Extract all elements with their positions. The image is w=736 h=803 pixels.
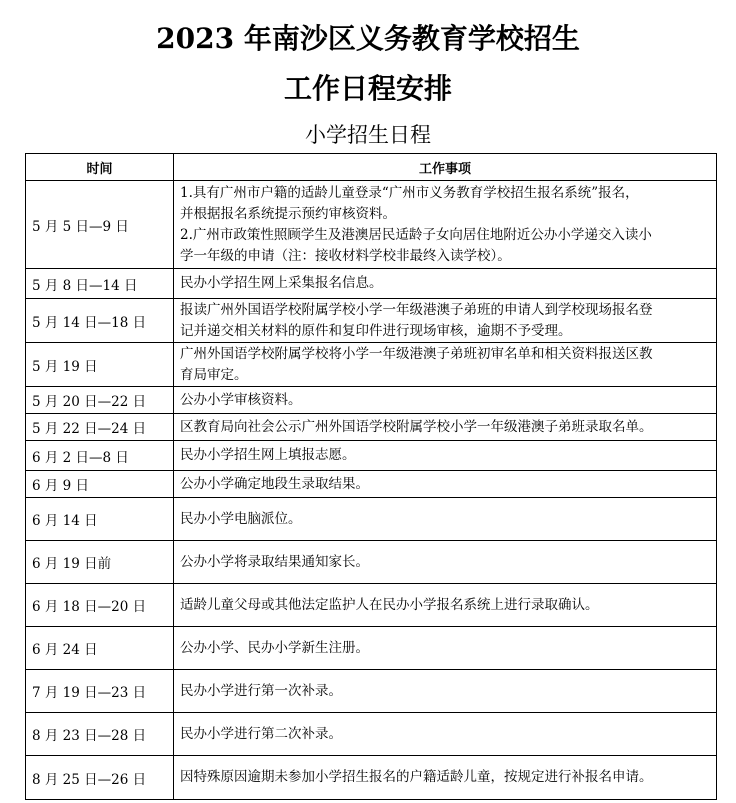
table-row xyxy=(26,498,717,541)
table-row xyxy=(26,670,717,713)
row-task xyxy=(174,343,717,387)
row-date: 7 月 19 日—23 日 xyxy=(26,670,174,713)
task-line: 并根据报名系统提示预约审核资料。 xyxy=(180,205,396,222)
row-date: 8 月 25 日—26 日 xyxy=(26,756,174,800)
row-date: 5 月 8 日—14 日 xyxy=(26,269,174,299)
row-task xyxy=(174,713,717,756)
row-task xyxy=(174,414,717,441)
table-header-row xyxy=(26,154,717,181)
header-task: 工作事项 xyxy=(174,154,717,181)
row-date: 5 月 19 日 xyxy=(26,343,174,387)
table-row xyxy=(26,387,717,414)
table-row xyxy=(26,471,717,498)
row-date: 5 月 5 日—9 日 xyxy=(26,181,174,269)
table-row xyxy=(26,627,717,670)
row-task xyxy=(174,627,717,670)
row-task xyxy=(174,299,717,343)
table-row xyxy=(26,414,717,441)
row-task xyxy=(174,670,717,713)
row-task xyxy=(174,441,717,471)
task-line: 公办小学确定地段生录取结果。 xyxy=(180,475,369,492)
row-date: 6 月 9 日 xyxy=(26,471,174,498)
task-line: 因特殊原因逾期未参加小学招生报名的户籍适龄儿童，按规定进行补报名申请。 xyxy=(180,769,653,785)
task-line: 区教育局向社会公示广州外国语学校附属学校小学一年级港澳子弟班录取名单。 xyxy=(180,418,653,435)
row-task xyxy=(174,471,717,498)
document-title-line1: 2023 年南沙区义务教育学校招生 xyxy=(156,22,580,55)
task-line: 民办小学进行第二次补录。 xyxy=(180,725,342,742)
task-line: 公办小学、民办小学新生注册。 xyxy=(180,639,369,656)
table-row xyxy=(26,584,717,627)
row-date: 5 月 22 日—24 日 xyxy=(26,414,174,441)
header-time: 时间 xyxy=(26,154,174,181)
row-date: 6 月 24 日 xyxy=(26,627,174,670)
row-task xyxy=(174,756,717,800)
task-line: 学一年级的申请（注：接收材料学校非最终入读学校）。 xyxy=(180,247,511,264)
task-line: 适龄儿童父母或其他法定监护人在民办小学报名系统上进行录取确认。 xyxy=(180,596,599,613)
row-task xyxy=(174,541,717,584)
task-line: 广州外国语学校附属学校将小学一年级港澳子弟班初审名单和相关资料报送区教 xyxy=(180,345,653,362)
task-line: 1.具有广州市户籍的适龄儿童登录“广州市义务教育学校招生报名系统”报名， xyxy=(180,184,639,201)
table-row xyxy=(26,181,717,269)
task-line: 记并递交相关材料的原件和复印件进行现场审核，逾期不予受理。 xyxy=(180,322,572,339)
section-subtitle: 小学招生日程 xyxy=(305,123,431,147)
task-line: 2.广州市政策性照顾学生及港澳居民适龄子女向居住地附近公办小学递交入读小 xyxy=(180,226,652,243)
task-line: 民办小学电脑派位。 xyxy=(180,510,302,527)
table-row xyxy=(26,441,717,471)
table-row xyxy=(26,299,717,343)
row-task xyxy=(174,498,717,541)
row-date: 5 月 14 日—18 日 xyxy=(26,299,174,343)
row-task xyxy=(174,181,717,269)
row-date: 6 月 2 日—8 日 xyxy=(26,441,174,471)
document-title-line2: 工作日程安排 xyxy=(283,72,452,105)
task-line: 公办小学将录取结果通知家长。 xyxy=(180,553,369,570)
table-row xyxy=(26,541,717,584)
table-row xyxy=(26,343,717,387)
table-row xyxy=(26,713,717,756)
task-line: 公办小学审核资料。 xyxy=(180,391,302,408)
task-line: 报读广州外国语学校附属学校小学一年级港澳子弟班的申请人到学校现场报名登 xyxy=(180,301,653,318)
row-task xyxy=(174,269,717,299)
task-line: 民办小学招生网上填报志愿。 xyxy=(180,447,356,463)
row-date: 6 月 18 日—20 日 xyxy=(26,584,174,627)
table-row xyxy=(26,756,717,800)
task-line: 民办小学进行第一次补录。 xyxy=(180,682,342,699)
table-row xyxy=(26,269,717,299)
row-date: 5 月 20 日—22 日 xyxy=(26,387,174,414)
row-date: 8 月 23 日—28 日 xyxy=(26,713,174,756)
schedule-table xyxy=(25,153,717,800)
row-date: 6 月 19 日前 xyxy=(26,541,174,584)
task-line: 民办小学招生网上采集报名信息。 xyxy=(180,275,383,291)
row-task xyxy=(174,584,717,627)
row-date: 6 月 14 日 xyxy=(26,498,174,541)
task-line: 育局审定。 xyxy=(180,366,248,383)
row-task xyxy=(174,387,717,414)
